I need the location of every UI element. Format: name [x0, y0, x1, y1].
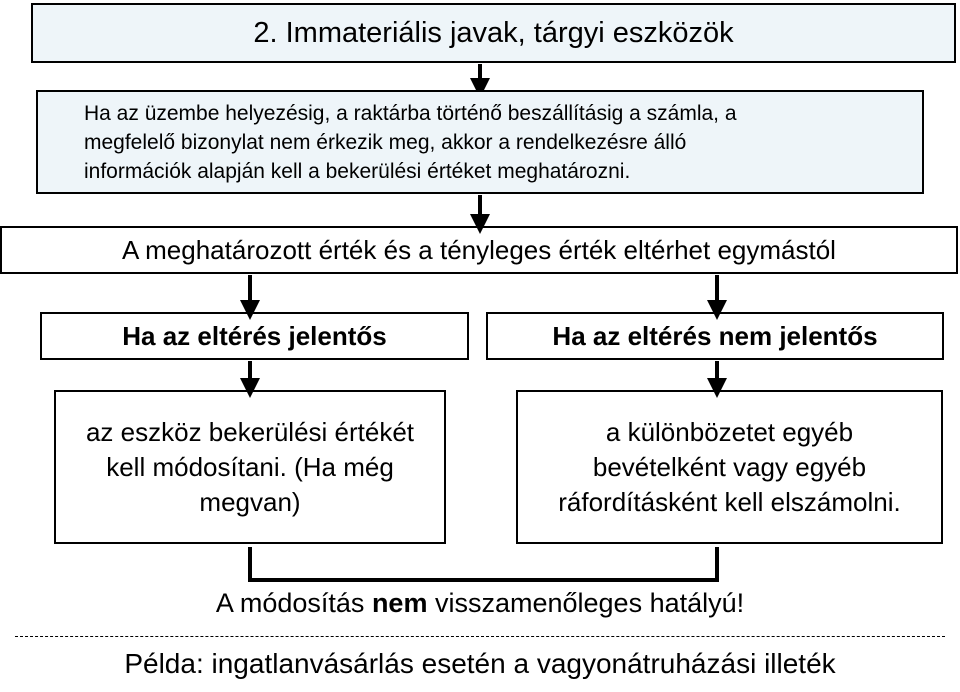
divider: [15, 636, 945, 637]
bracket-results-to-conclusion: [250, 547, 717, 580]
conclusion-before: A módosítás: [215, 588, 372, 618]
not-significant-box: [486, 312, 944, 360]
difference-text: A meghatározott érték és a tényleges érték eltérhet egymástól: [122, 234, 836, 265]
info-text: [84, 99, 737, 186]
info-line: megfelelő bizonylat nem érkezik meg, akkor a rendelkezésre álló: [84, 130, 687, 154]
title-box: [31, 3, 956, 63]
info-line: Ha az üzembe helyezésig, a raktárba történő beszállításig a számla, a: [84, 101, 737, 125]
significant-result-text: az eszköz bekerülési értékét kell módosítani. (Ha még megvan): [85, 416, 415, 517]
example-text: Példa: ingatlanvásárlás esetén a vagyonátruházási illeték: [124, 648, 836, 679]
significant-box: [40, 312, 469, 360]
conclusion-emphasis: nem: [371, 588, 428, 618]
conclusion: [0, 588, 960, 619]
not-significant-result-box: [516, 390, 943, 544]
not-significant-result-text: a különbözetet egyéb bevételként vagy egyéb ráfordításként kell elszámolni.: [558, 416, 901, 517]
conclusion-after: visszamenőleges hatályú!: [427, 588, 745, 618]
significant-label: Ha az eltérés jelentős: [122, 320, 387, 351]
info-box: [36, 90, 924, 194]
significant-result-box: [54, 390, 446, 544]
difference-box: [0, 226, 958, 274]
info-line: információk alapján kell a bekerülési értéket meghatározni.: [84, 159, 631, 183]
not-significant-label: Ha az eltérés nem jelentős: [552, 320, 878, 351]
title-text: 2. Immateriális javak, tárgyi eszközök: [253, 16, 734, 49]
